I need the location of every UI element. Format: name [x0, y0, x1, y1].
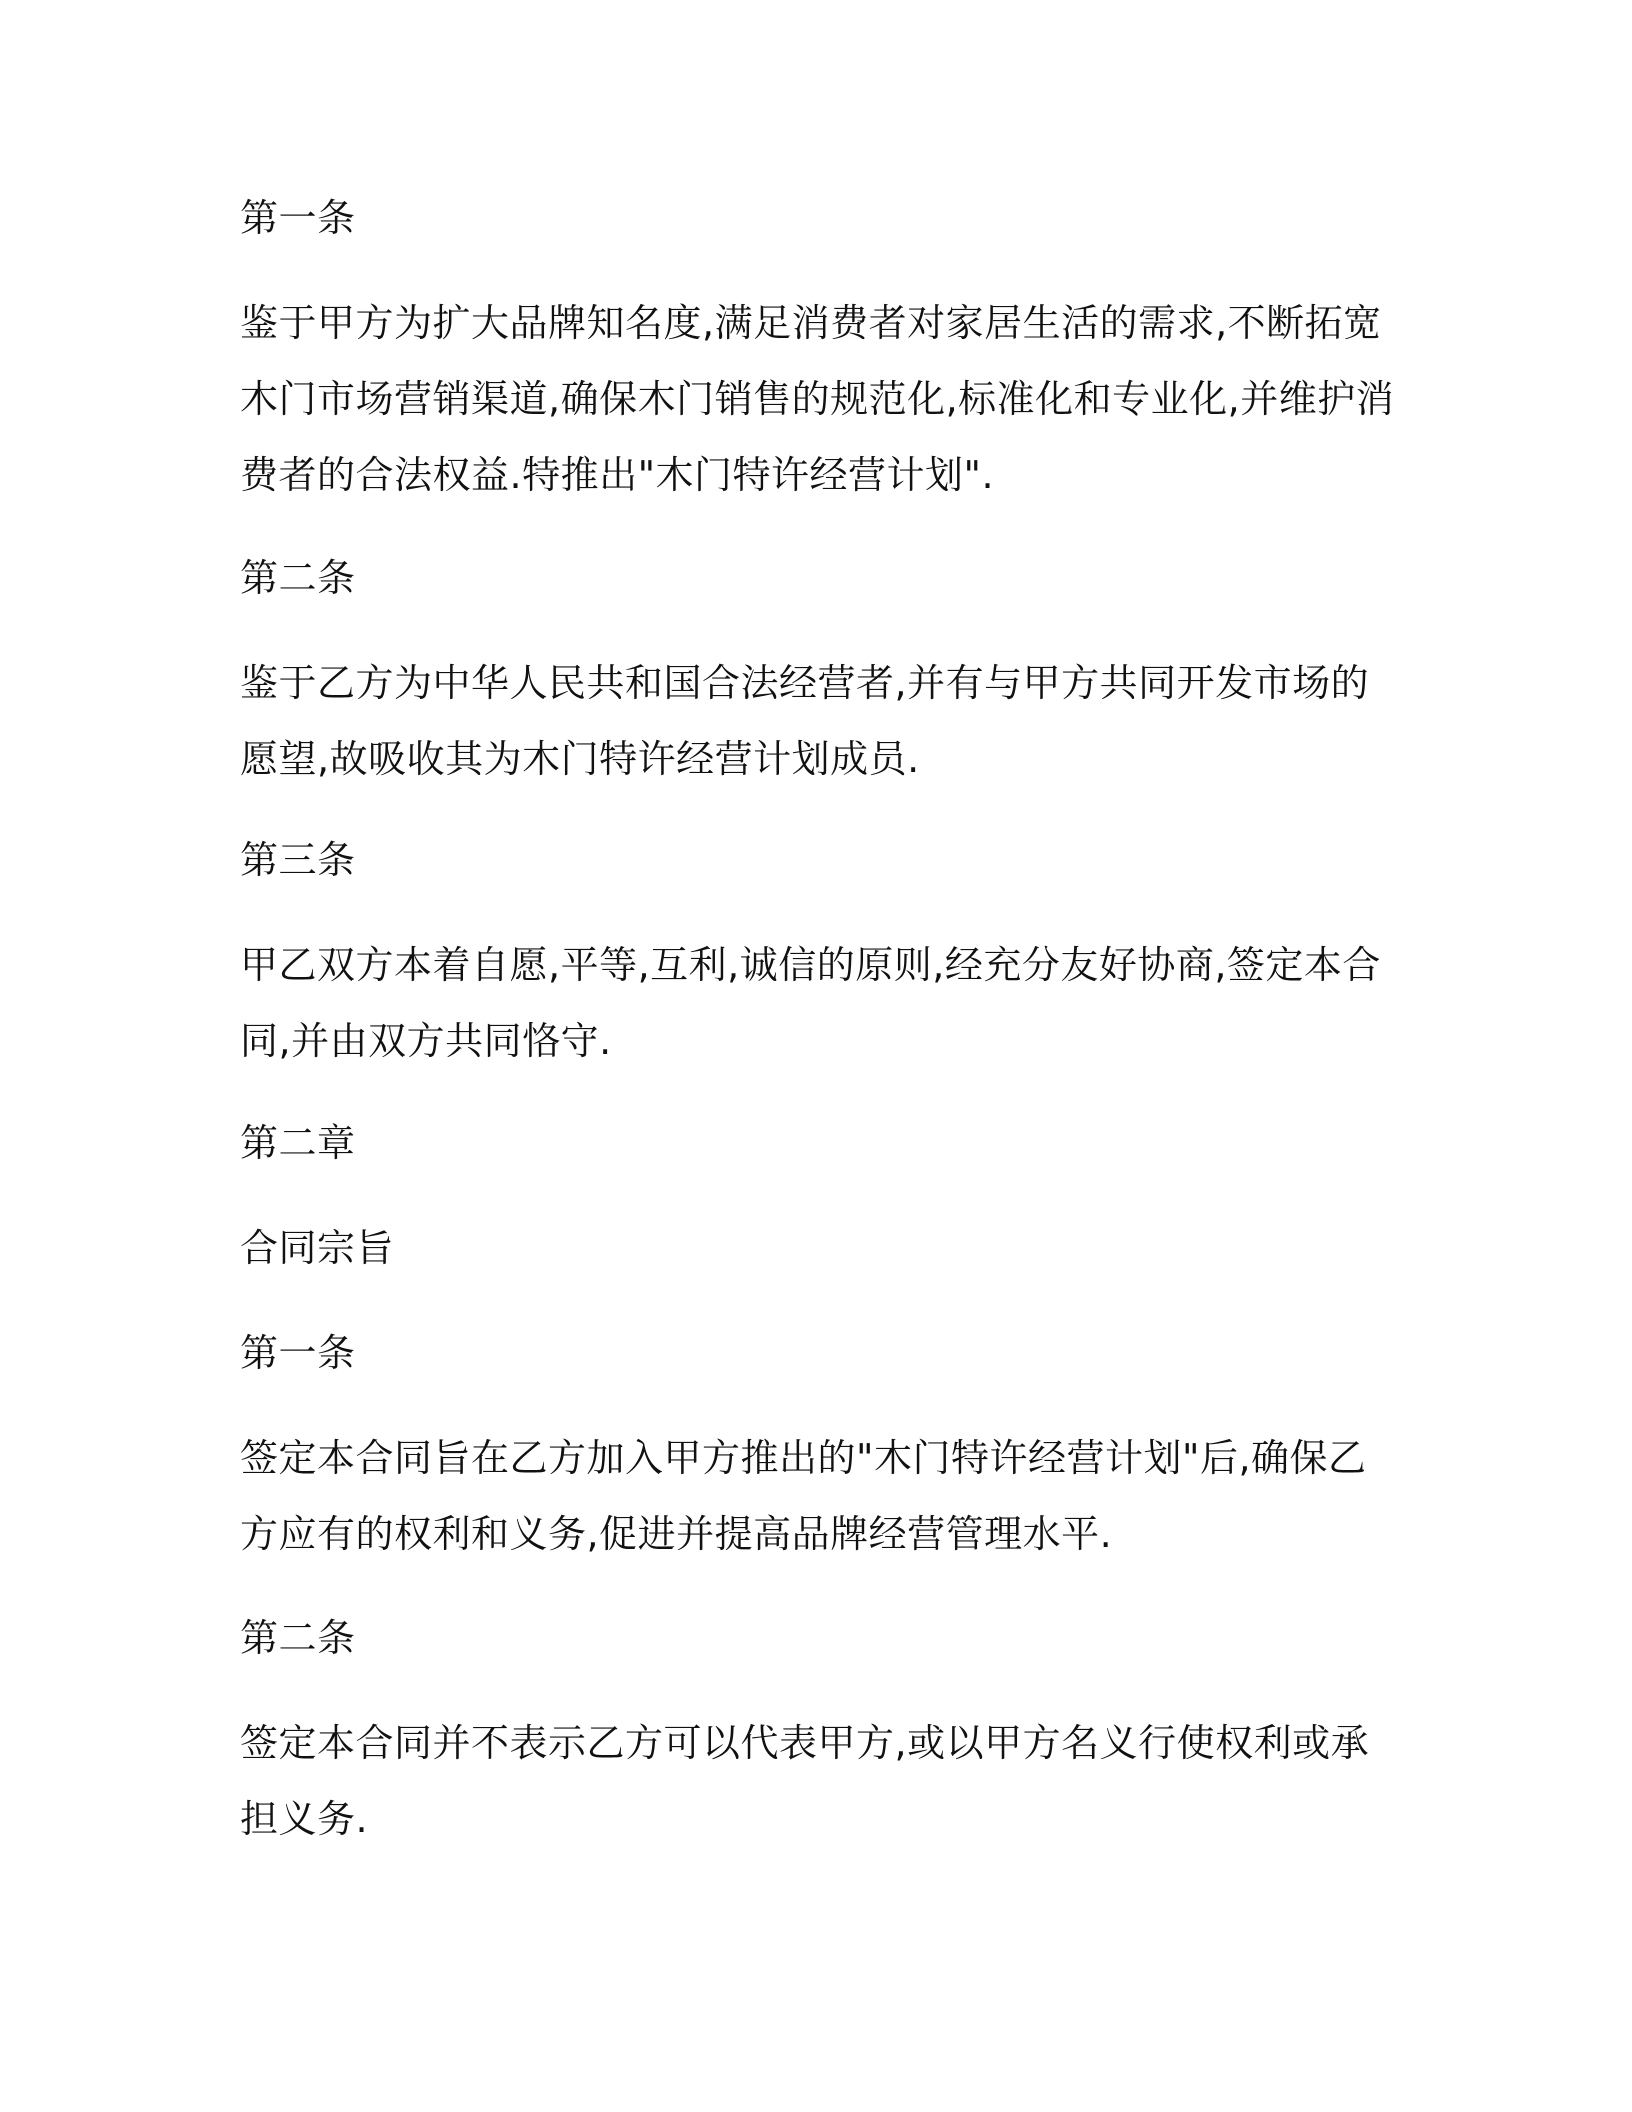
- article-heading-4: 第一条: [240, 1331, 356, 1375]
- article-paragraph-3: 甲乙双方本着自愿,平等,互利,诚信的原则,经充分友好协商,签定本合同,并由双方共同恪守.: [240, 943, 1381, 1063]
- article-paragraph-2: 鉴于乙方为中华人民共和国合法经营者,并有与甲方共同开发市场的愿望,故吸收其为木门特许经营计划成员.: [240, 661, 1370, 781]
- chapter-heading: 第二章: [240, 1121, 356, 1165]
- article-paragraph-5: 签定本合同并不表示乙方可以代表甲方,或以甲方名义行使权利或承担义务.: [240, 1721, 1370, 1841]
- article-paragraph-4: 签定本合同旨在乙方加入甲方推出的"木门特许经营计划"后,确保乙方应有的权利和义务,促进并提高品牌经营管理水平.: [240, 1436, 1367, 1556]
- chapter-title: 合同宗旨: [240, 1226, 395, 1270]
- article-heading-2: 第二条: [240, 556, 356, 600]
- article-heading-1: 第一条: [240, 196, 356, 240]
- article-heading-5: 第二条: [240, 1616, 356, 1660]
- article-paragraph-1: 鉴于甲方为扩大品牌知名度,满足消费者对家居生活的需求,不断拓宽木门市场营销渠道,确保木门销售的规范化,标准化和专业化,并维护消费者的合法权益.特推出"木门特许经营计划".: [240, 301, 1395, 497]
- article-heading-3: 第三条: [240, 838, 356, 882]
